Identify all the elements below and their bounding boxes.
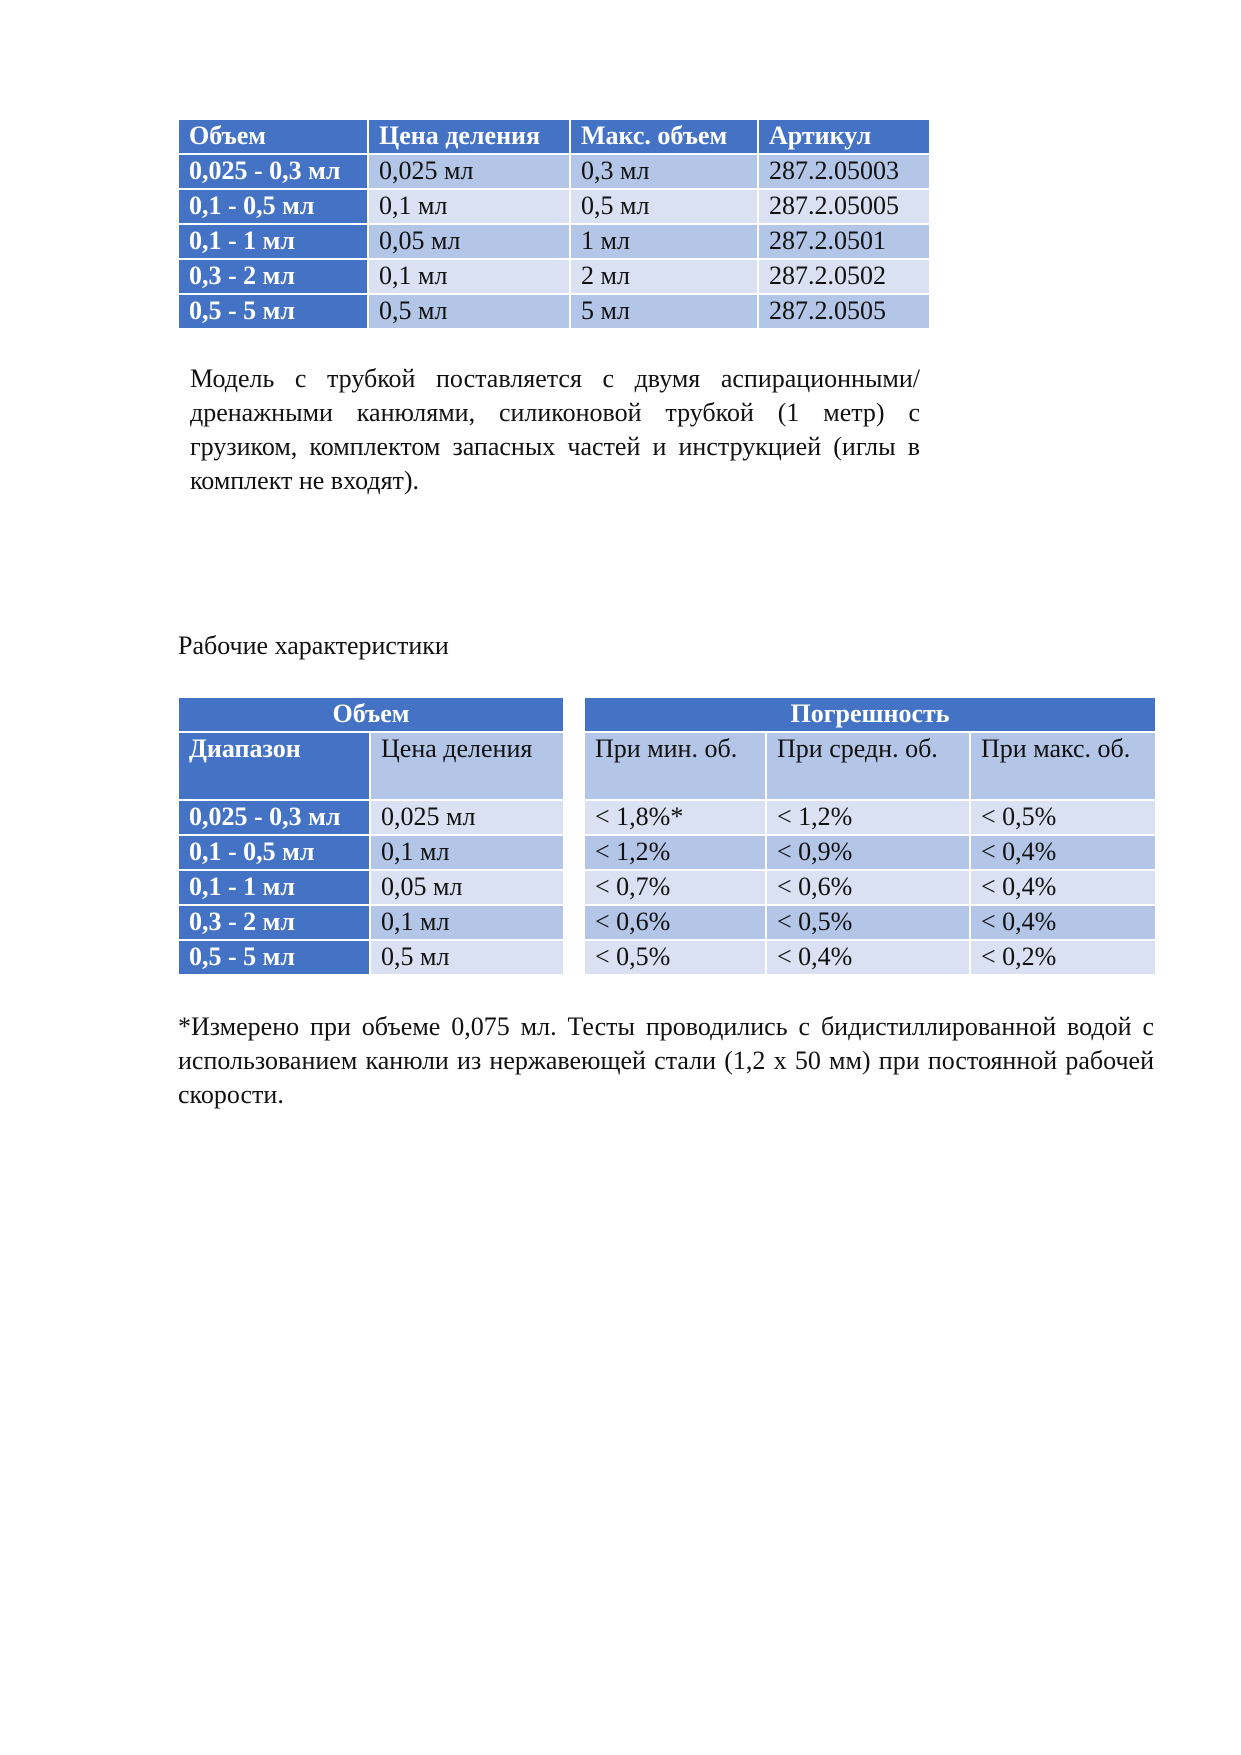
error-min-cell: < 0,7% — [584, 870, 766, 905]
error-table — [583, 696, 1157, 976]
error-max-cell: < 0,4% — [970, 835, 1156, 870]
error-mid-cell: < 0,6% — [766, 870, 970, 905]
volume-cell: 0,1 - 1 мл — [178, 224, 368, 259]
error-mid-cell: < 1,2% — [766, 800, 970, 835]
products-col-volume: Объем — [178, 119, 368, 154]
division-cell: 0,5 мл — [370, 940, 564, 975]
table-row — [178, 905, 564, 940]
division-cell: 0,1 мл — [370, 835, 564, 870]
products-table-header-row — [178, 119, 930, 154]
division-cell: 0,5 мл — [368, 294, 570, 329]
volume-table-title: Объем — [178, 697, 564, 732]
products-col-article: Артикул — [758, 119, 930, 154]
error-max-cell: < 0,2% — [970, 940, 1156, 975]
error-min-cell: < 0,5% — [584, 940, 766, 975]
error-col-max: При макс. об. — [970, 732, 1156, 800]
table-row — [178, 870, 564, 905]
table-row — [178, 224, 930, 259]
error-table-title-row — [584, 697, 1156, 732]
range-cell: 0,5 - 5 мл — [178, 940, 370, 975]
volume-table-title-row — [178, 697, 564, 732]
error-min-cell: < 1,2% — [584, 835, 766, 870]
table-row — [178, 154, 930, 189]
error-table-header-row — [584, 732, 1156, 800]
volume-col-range: Диапазон — [178, 732, 370, 800]
table-row — [584, 905, 1156, 940]
volume-cell: 0,025 - 0,3 мл — [178, 154, 368, 189]
range-cell: 0,3 - 2 мл — [178, 905, 370, 940]
volume-cell: 0,1 - 0,5 мл — [178, 189, 368, 224]
max-volume-cell: 5 мл — [570, 294, 758, 329]
error-col-min: При мин. об. — [584, 732, 766, 800]
division-cell: 0,025 мл — [368, 154, 570, 189]
table-row — [178, 835, 564, 870]
products-col-division: Цена деления — [368, 119, 570, 154]
division-cell: 0,05 мл — [370, 870, 564, 905]
products-table — [177, 118, 931, 330]
max-volume-cell: 0,5 мл — [570, 189, 758, 224]
division-cell: 0,1 мл — [370, 905, 564, 940]
volume-table — [177, 696, 565, 976]
error-table-title: Погрешность — [584, 697, 1156, 732]
error-mid-cell: < 0,9% — [766, 835, 970, 870]
division-cell: 0,05 мл — [368, 224, 570, 259]
table-row — [178, 940, 564, 975]
volume-table-header-row — [178, 732, 564, 800]
error-mid-cell: < 0,4% — [766, 940, 970, 975]
range-cell: 0,1 - 0,5 мл — [178, 835, 370, 870]
error-min-cell: < 0,6% — [584, 905, 766, 940]
performance-heading: Рабочие характеристики — [178, 631, 449, 660]
table-row — [178, 189, 930, 224]
table-row — [584, 800, 1156, 835]
article-cell: 287.2.05003 — [758, 154, 930, 189]
range-cell: 0,025 - 0,3 мл — [178, 800, 370, 835]
division-cell: 0,1 мл — [368, 189, 570, 224]
error-col-mid: При средн. об. — [766, 732, 970, 800]
division-cell: 0,1 мл — [368, 259, 570, 294]
error-max-cell: < 0,4% — [970, 870, 1156, 905]
max-volume-cell: 0,3 мл — [570, 154, 758, 189]
article-cell: 287.2.0505 — [758, 294, 930, 329]
footnote-paragraph: *Измерено при объеме 0,075 мл. Тесты проводились с бидистиллированной водой с использованием канюли из нержавеющей стали (1,2 х 50 мм) при постоянной рабочей скорости. — [178, 1012, 1154, 1109]
table-row — [584, 940, 1156, 975]
article-cell: 287.2.0501 — [758, 224, 930, 259]
volume-cell: 0,5 - 5 мл — [178, 294, 368, 329]
table-row — [178, 259, 930, 294]
products-col-max-volume: Макс. объем — [570, 119, 758, 154]
range-cell: 0,1 - 1 мл — [178, 870, 370, 905]
volume-col-division: Цена деления — [370, 732, 564, 800]
table-row — [178, 800, 564, 835]
table-row — [178, 294, 930, 329]
article-cell: 287.2.0502 — [758, 259, 930, 294]
table-row — [584, 835, 1156, 870]
article-cell: 287.2.05005 — [758, 189, 930, 224]
error-max-cell: < 0,4% — [970, 905, 1156, 940]
max-volume-cell: 2 мл — [570, 259, 758, 294]
max-volume-cell: 1 мл — [570, 224, 758, 259]
model-description-paragraph: Модель с трубкой поставляется с двумя аспирационными/дренажными канюлями, силиконовой трубкой (1 метр) с грузиком, комплектом запасных частей и инструкцией (иглы в комплект не входят). — [190, 364, 920, 495]
error-min-cell: < 1,8%* — [584, 800, 766, 835]
error-mid-cell: < 0,5% — [766, 905, 970, 940]
volume-cell: 0,3 - 2 мл — [178, 259, 368, 294]
division-cell: 0,025 мл — [370, 800, 564, 835]
error-max-cell: < 0,5% — [970, 800, 1156, 835]
table-row — [584, 870, 1156, 905]
